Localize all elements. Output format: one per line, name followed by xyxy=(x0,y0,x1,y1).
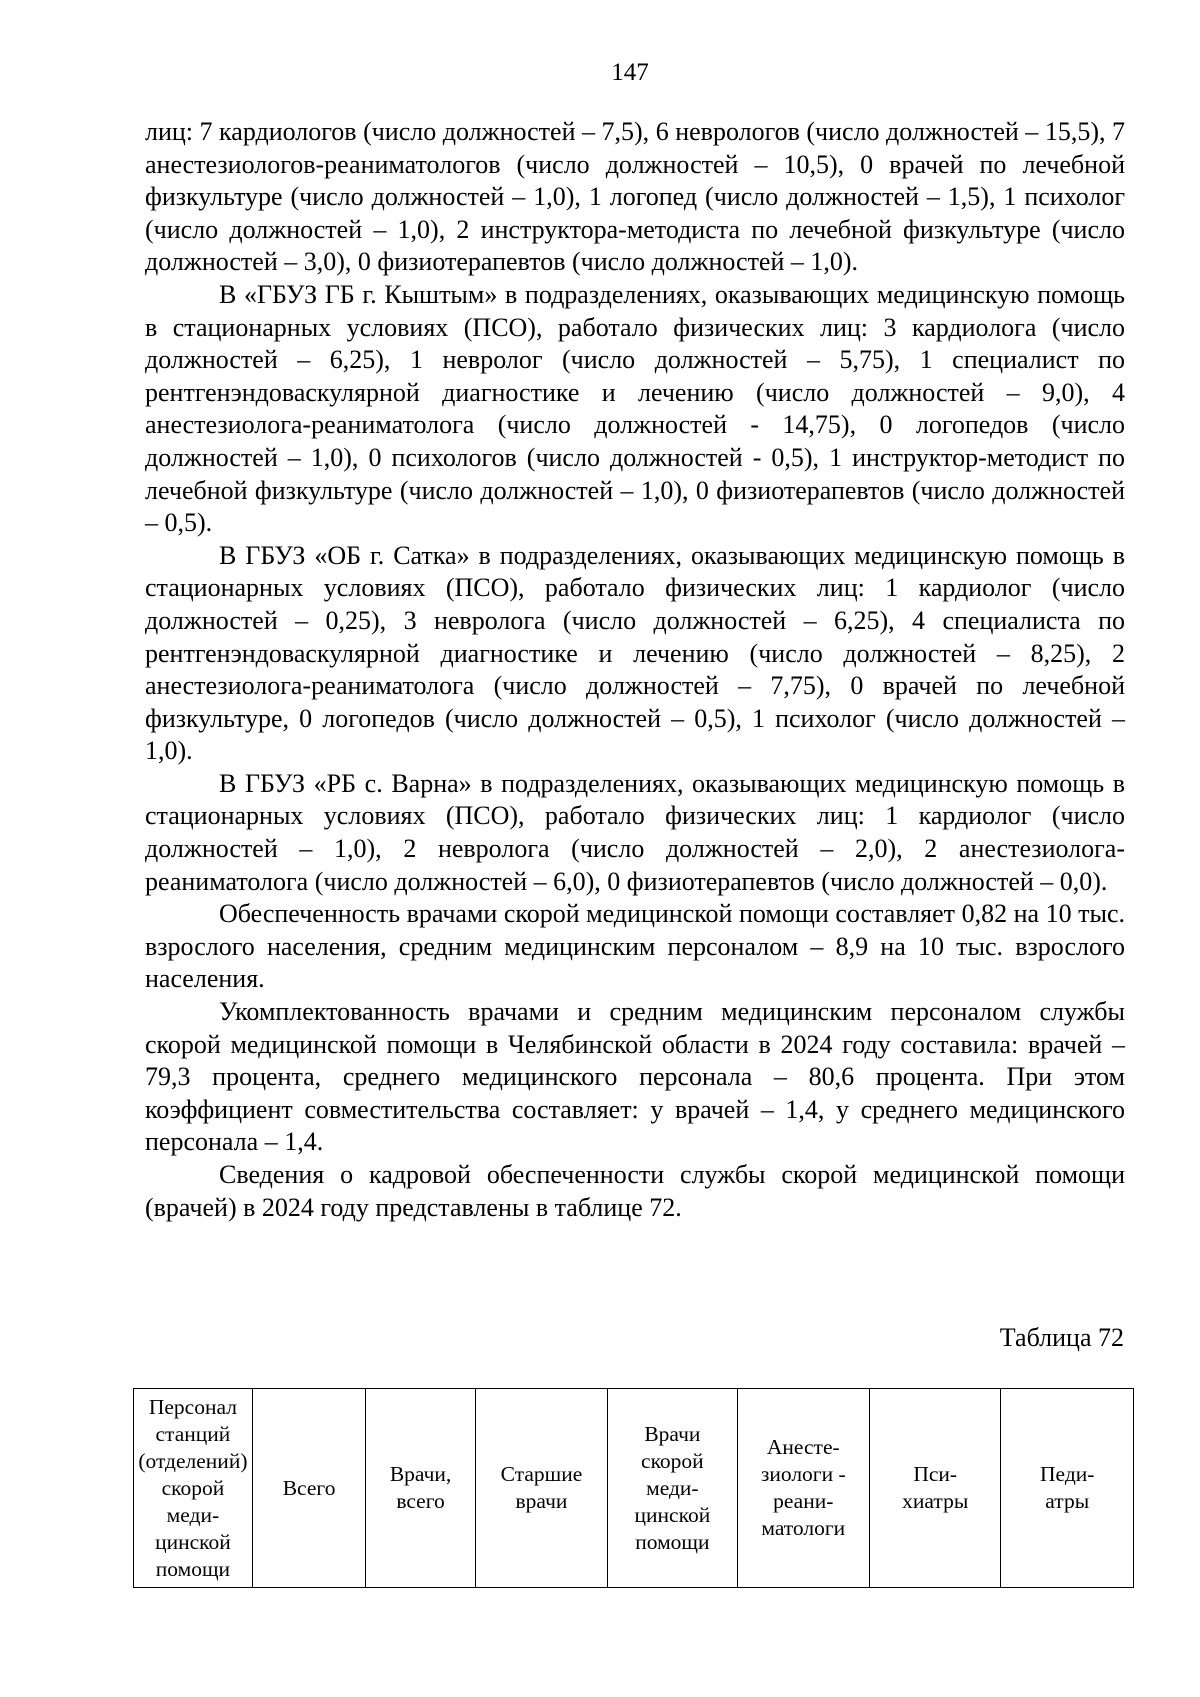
paragraph: лиц: 7 кардиологов (число должностей – 7,5), 6 неврологов (число должностей – 15,5), 7 анестезиологов-реаниматологов (число должностей – 10,5), 0 врачей по лечебной физкультуре (число должностей – 1,0), 1 логопед (число должностей – 1,5), 1 психолог (число должностей – 1,0), 2 инструктора-методиста по лечебной физкультуре (число должностей – 3,0), 0 физиотерапевтов (число должностей – 1,0). xyxy=(145,117,1125,277)
column-header-staff: Персонал станций (отделений) скорой меди- цинской помощи xyxy=(134,1389,253,1588)
column-header-emergency-doctors: Врачи скорой меди- цинской помощи xyxy=(608,1389,737,1588)
table-header-row xyxy=(134,1389,1134,1588)
paragraph: Сведения о кадровой обеспеченности службы скорой медицинской помощи (врачей) в 2024 году представлены в таблице 72. xyxy=(145,1160,1125,1222)
column-header-total: Всего xyxy=(252,1389,366,1588)
paragraph: В ГБУЗ «РБ с. Варна» в подразделениях, оказывающих медицинскую помощь в стационарных условиях (ПСО), работало физических лиц: 1 кардиолог (число должностей – 1,0), 2 невролога (число должностей – 2,0), 2 анестезиолога-реаниматолога (число должностей – 6,0), 0 физиотерапевтов (число должностей – 0,0). xyxy=(145,768,1125,896)
page-number: 147 xyxy=(611,59,649,86)
column-header-senior-doctors: Старшие врачи xyxy=(475,1389,607,1588)
body-text xyxy=(145,116,1125,1224)
staff-table xyxy=(133,1388,1134,1588)
column-header-doctors-total: Врачи, всего xyxy=(366,1389,475,1588)
paragraph: В «ГБУЗ ГБ г. Кыштым» в подразделениях, оказывающих медицинскую помощь в стационарных условиях (ПСО), работало физических лиц: 3 кардиолога (число должностей – 6,25), 1 невролог (число должностей – 5,75), 1 специалист по рентгенэндоваскулярной диагностике и лечению (число должностей – 9,0), 4 анестезиолога-реаниматолога (число должностей - 14,75), 0 логопедов (число должностей – 1,0), 0 психологов (число должностей - 0,5), 1 инструктор-методист по лечебной физкультуре (число должностей – 1,0), 0 физиотерапевтов (число должностей – 0,5). xyxy=(145,279,1125,538)
column-header-psychiatrists: Пси- хиатры xyxy=(870,1389,1001,1588)
table-caption: Таблица 72 xyxy=(999,1323,1124,1352)
paragraph: В ГБУЗ «ОБ г. Сатка» в подразделениях, оказывающих медицинскую помощь в стационарных условиях (ПСО), работало физических лиц: 1 кардиолог (число должностей – 0,25), 3 невролога (число должностей – 6,25), 4 специалиста по рентгенэндоваскулярной диагностике и лечению (число должностей – 8,25), 2 анестезиолога-реаниматолога (число должностей – 7,75), 0 врачей по лечебной физкультуре, 0 логопедов (число должностей – 0,5), 1 психолог (число должностей – 1,0). xyxy=(145,540,1125,766)
paragraph: Укомплектованность врачами и средним медицинским персоналом службы скорой медицинской помощи в Челябинской области в 2024 году составила: врачей – 79,3 процента, среднего медицинского персонала – 80,6 процента. При этом коэффициент совместительства составляет: у врачей – 1,4, у среднего медицинского персонала – 1,4. xyxy=(145,997,1125,1157)
column-header-pediatricians: Педи- атры xyxy=(1001,1389,1134,1588)
paragraph: Обеспеченность врачами скорой медицинской помощи составляет 0,82 на 10 тыс. взрослого населения, средним медицинским персоналом – 8,9 на 10 тыс. взрослого населения. xyxy=(145,899,1125,994)
column-header-anesthesiologists: Анесте- зиологи - реани- матологи xyxy=(737,1389,869,1588)
